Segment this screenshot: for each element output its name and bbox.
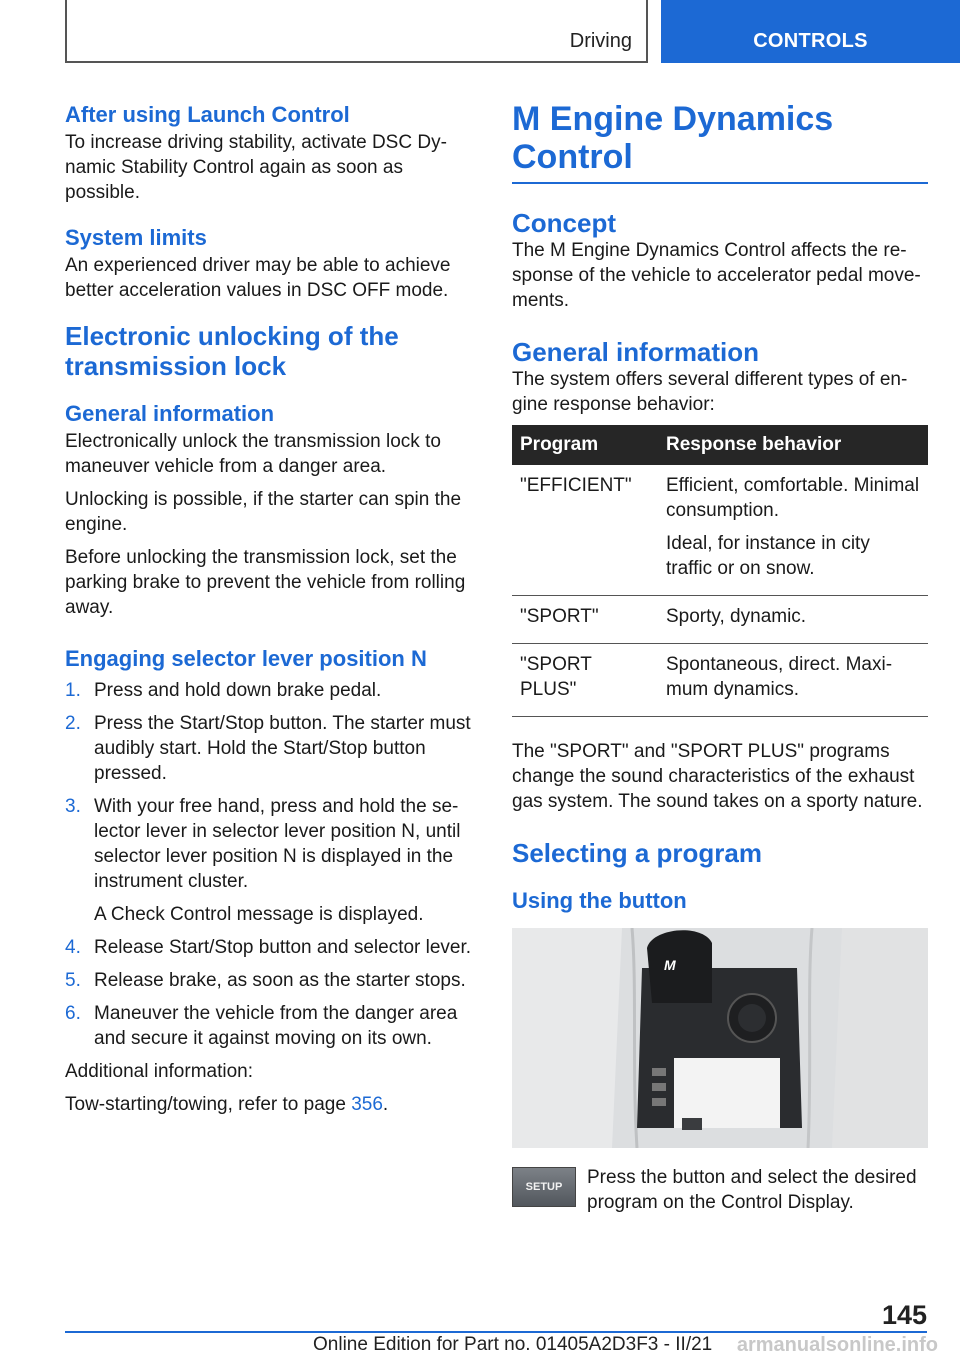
- program-table: [512, 425, 928, 717]
- edition-text: Online Edition for Part no. 01405A2D3F3 - II/21: [313, 1334, 713, 1355]
- watermark: armanualsonline.info: [736, 1334, 938, 1356]
- heading-using-button: Using the button: [512, 888, 687, 913]
- setup-instruction-row: [512, 1165, 928, 1215]
- general-info-p2: Unlocking is possible, if the starter can spin the engine.: [65, 489, 462, 535]
- heading-concept: Concept: [512, 208, 616, 238]
- concept-text: The M Engine Dynamics Control affects the response of the vehicle to accelerator pedal movements.: [512, 240, 921, 311]
- left-column: [65, 100, 479, 1117]
- page-number: 145: [881, 1300, 927, 1330]
- heading-selecting-program: Selecting a program: [512, 838, 762, 868]
- setup-instruction-text: Press the button and select the desired program on the Control Display.: [587, 1167, 917, 1213]
- footer-rule: [65, 1331, 927, 1333]
- general-info-p1: Electronically unlock the transmission lock to maneuver vehicle from a danger area.: [65, 431, 441, 477]
- heading-general-information-left: General information: [65, 401, 275, 426]
- heading-engaging-selector: Engaging selector lever position N: [65, 646, 427, 671]
- page-title: M Engine Dynamics Control: [512, 100, 834, 176]
- heading-after-launch-control: After using Launch Control: [65, 102, 350, 127]
- list-item: 5. Release brake, as soon as the starter stops.: [65, 970, 466, 991]
- heading-electronic-unlocking: Electronic unlocking of the transmission lock: [65, 321, 399, 381]
- table-row: "EFFICIENT" Efficient, comfortable. Minimal consumption. Ideal, for instance in city traffic or on snow.: [512, 465, 928, 596]
- main-title-block: [512, 100, 928, 184]
- header-left-box: [65, 0, 648, 63]
- table-header-program: Program: [512, 425, 658, 465]
- system-limits-text: An experienced driver may be able to achieve better acceleration values in DSC OFF mode.: [65, 255, 451, 301]
- list-item: 3. With your free hand, press and hold the selector lever in selector lever position N, until selector lever position N is displayed in the instrument cluster. A Check Control message is displayed.: [65, 794, 479, 927]
- after-launch-text: To increase driving stability, activate DSC Dynamic Stability Control again as soon as possible.: [65, 132, 447, 203]
- step-note: A Check Control message is displayed.: [94, 904, 424, 925]
- heading-system-limits: System limits: [65, 225, 207, 250]
- general-info-text: The system offers several different types of engine response behavior:: [512, 369, 908, 415]
- heading-general-information-right: General information: [512, 337, 760, 367]
- center-console-photo: [512, 928, 928, 1148]
- table-row: "SPORT PLUS" Spontaneous, direct. Maximum dynamics.: [512, 644, 928, 717]
- additional-info-label: Additional information:: [65, 1061, 253, 1082]
- setup-button-icon: SETUP: [512, 1167, 576, 1207]
- page-link-356[interactable]: 356: [351, 1094, 383, 1115]
- list-item: 6. Maneuver the vehicle from the danger area and secure it against moving on its own.: [65, 1003, 458, 1049]
- chapter-tab: CONTROLS: [661, 0, 960, 63]
- steps-list: [65, 678, 479, 1051]
- list-item: 1. Press and hold down brake pedal.: [65, 680, 382, 701]
- list-item: 2. Press the Start/Stop button. The starter must audibly start. Hold the Start/Stop button pressed.: [65, 713, 471, 784]
- table-row: "SPORT" Sporty, dynamic.: [512, 596, 928, 644]
- right-column: [512, 100, 928, 1215]
- m-logo: M: [664, 957, 676, 973]
- general-info-p3: Before unlocking the transmission lock, set the parking brake to prevent the vehicle from rolling away.: [65, 547, 466, 618]
- list-item: 4. Release Start/Stop button and selector lever.: [65, 937, 472, 958]
- after-table-text: The "SPORT" and "SPORT PLUS" programs change the sound characteristics of the exhaust gas system. The sound takes on a sporty nature.: [512, 741, 923, 812]
- section-title: Driving: [569, 30, 632, 52]
- page-reference: Tow-starting/towing, refer to page 356.: [65, 1094, 389, 1115]
- table-header-response: Response behavior: [658, 425, 928, 465]
